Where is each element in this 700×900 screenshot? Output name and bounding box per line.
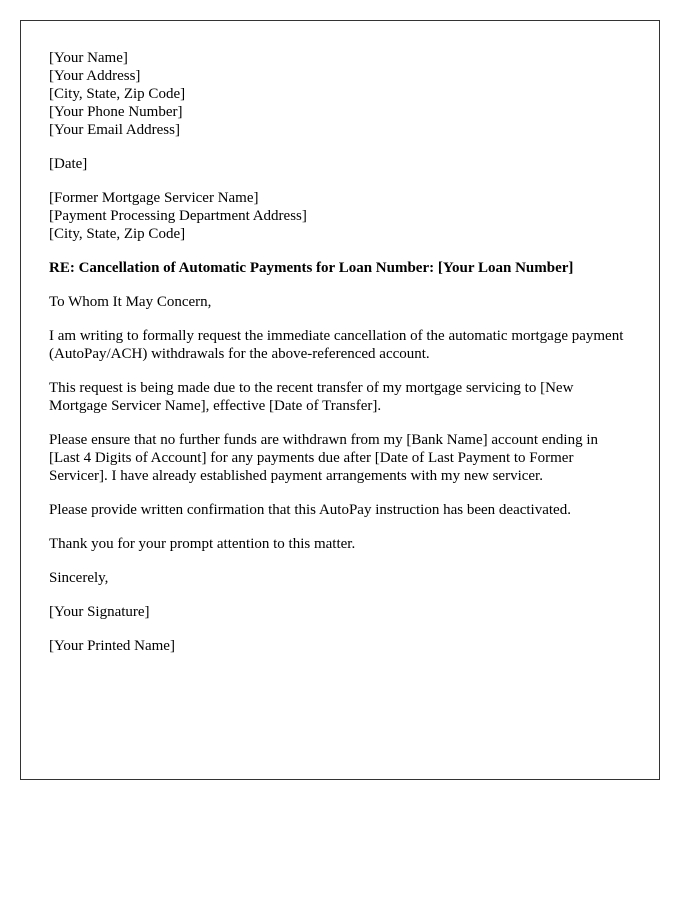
body-paragraph: I am writing to formally request the immediate cancellation of the automatic mortgage payment (AutoPay/ACH) withdrawals for the above-referenced account. <box>49 328 624 362</box>
sender-name: [Your Name] <box>49 50 128 66</box>
body-paragraph: This request is being made due to the recent transfer of my mortgage servicing to [New Mortgage Servicer Name], effective [Date of Transfer]. <box>49 380 574 414</box>
signature: [Your Signature] <box>49 604 150 620</box>
body-paragraph: Please provide written confirmation that this AutoPay instruction has been deactivated. <box>49 502 571 518</box>
sender-email: [Your Email Address] <box>49 122 180 138</box>
letter-date: [Date] <box>49 156 88 172</box>
subject-line: RE: Cancellation of Automatic Payments for Loan Number: [Your Loan Number] <box>49 260 574 276</box>
recipient-name: [Former Mortgage Servicer Name] <box>49 190 259 206</box>
sender-phone: [Your Phone Number] <box>49 104 183 120</box>
closing: Sincerely, <box>49 570 109 586</box>
body-paragraph: Thank you for your prompt attention to this matter. <box>49 536 356 552</box>
recipient-block <box>49 189 631 243</box>
sender-address: [Your Address] <box>49 68 141 84</box>
sender-block <box>49 49 631 139</box>
sender-city-state-zip: [City, State, Zip Code] <box>49 86 186 102</box>
recipient-city-state-zip: [City, State, Zip Code] <box>49 226 186 242</box>
recipient-address: [Payment Processing Department Address] <box>49 208 307 224</box>
letter-page <box>20 20 660 780</box>
printed-name: [Your Printed Name] <box>49 638 175 654</box>
salutation: To Whom It May Concern, <box>49 294 212 310</box>
body-paragraph: Please ensure that no further funds are withdrawn from my [Bank Name] account ending in [Last 4 Digits of Account] for any payments due after [Date of Last Payment to Former Servicer]. I have already established payment arrangements with my new servicer. <box>49 432 598 484</box>
